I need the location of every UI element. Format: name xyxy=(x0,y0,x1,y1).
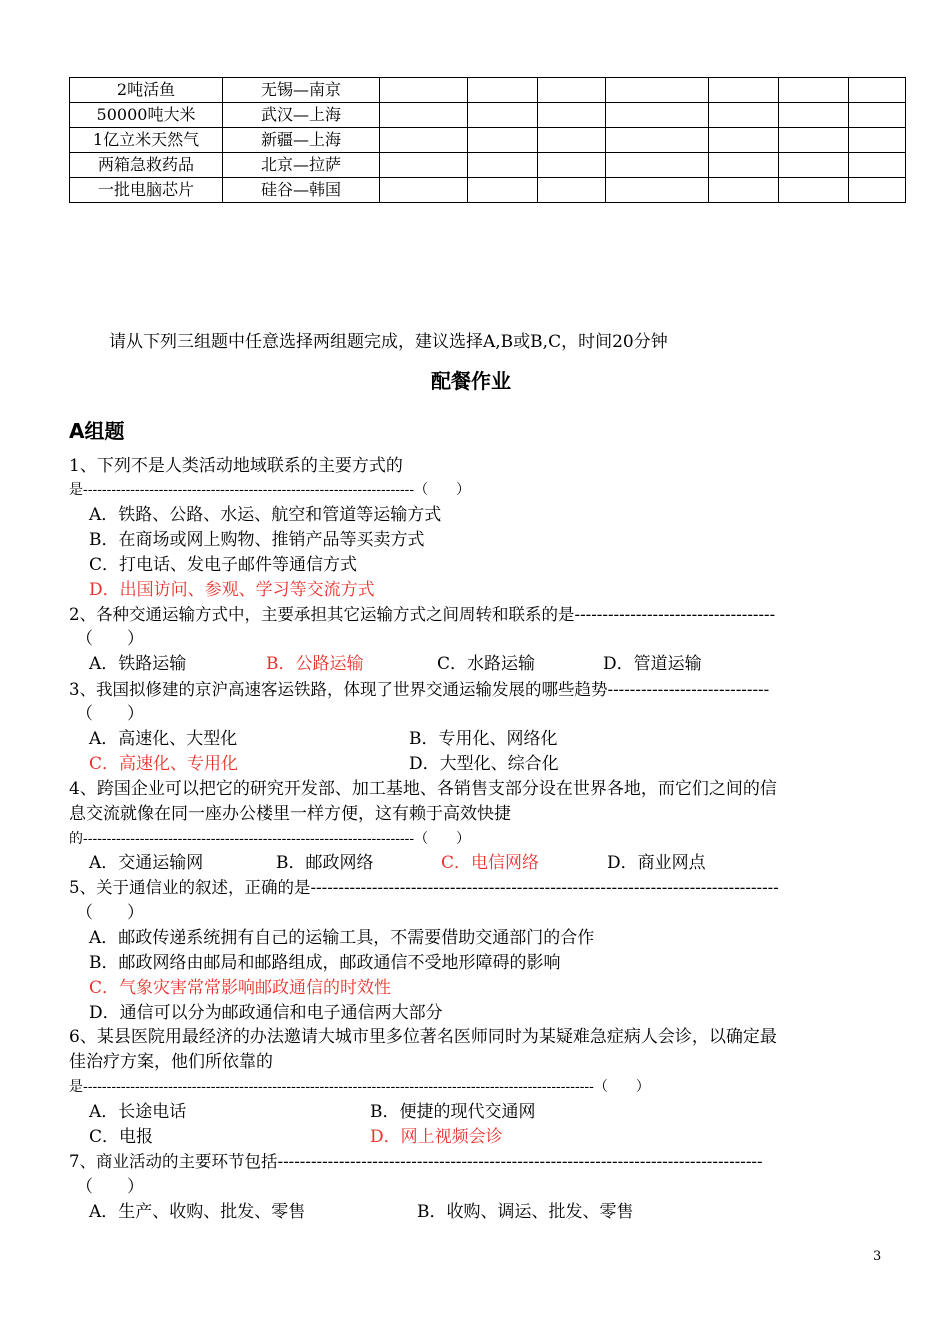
q4-answer-blank: 的----------------------------------------------------------------------（ ） xyxy=(69,831,471,847)
route-cell: 北京—拉萨 xyxy=(223,153,380,178)
blank-cell xyxy=(538,103,606,128)
q3-option-a: A．高速化、大型化 xyxy=(89,729,238,749)
q2-option-d: D．管道运输 xyxy=(603,654,702,674)
blank-cell xyxy=(468,178,538,203)
blank-cell xyxy=(380,78,468,103)
q1-answer-blank: 是----------------------------------------------------------------------（ ） xyxy=(69,482,471,498)
q5-answer-blank: （ ） xyxy=(76,903,144,923)
transport-table xyxy=(69,77,906,203)
q4-option-b: B．邮政网络 xyxy=(276,853,374,873)
q4-stem-line2: 息交流就像在同一座办公楼里一样方便，这有赖于高效快捷 xyxy=(69,804,511,824)
page-number: 3 xyxy=(873,1249,882,1264)
blank-cell xyxy=(606,178,709,203)
table-row xyxy=(70,78,906,103)
blank-cell xyxy=(538,178,606,203)
blank-cell xyxy=(709,178,779,203)
blank-cell xyxy=(468,103,538,128)
blank-cell xyxy=(538,78,606,103)
q4-option-c: C．电信网络 xyxy=(441,853,540,873)
q4-stem-line1: 4、跨国企业可以把它的研究开发部、加工基地、各销售支部分设在世界各地，而它们之间的信 xyxy=(69,779,777,799)
blank-cell xyxy=(538,153,606,178)
blank-cell xyxy=(779,78,849,103)
q4-option-a: A．交通运输网 xyxy=(89,853,204,873)
q2-answer-blank: （ ） xyxy=(76,629,144,649)
blank-cell xyxy=(709,78,779,103)
blank-cell xyxy=(380,153,468,178)
blank-cell xyxy=(849,128,906,153)
route-cell: 武汉—上海 xyxy=(223,103,380,128)
page-title: 配餐作业 xyxy=(431,369,511,393)
blank-cell xyxy=(606,153,709,178)
q2-option-c: C．水路运输 xyxy=(437,654,536,674)
blank-cell xyxy=(849,153,906,178)
q6-option-b: B．便捷的现代交通网 xyxy=(370,1102,536,1122)
q1-option-b: B．在商场或网上购物、推销产品等买卖方式 xyxy=(89,530,425,550)
q5-option-a: A．邮政传递系统拥有自己的运输工具，不需要借助交通部门的合作 xyxy=(89,928,595,948)
q4-option-d: D．商业网点 xyxy=(607,853,706,873)
blank-cell xyxy=(468,128,538,153)
blank-cell xyxy=(606,78,709,103)
q6-option-a: A．长途电话 xyxy=(89,1102,187,1122)
q7-answer-blank: （ ） xyxy=(76,1177,144,1197)
blank-cell xyxy=(709,103,779,128)
q5-option-b: B．邮政网络由邮局和邮路组成，邮政通信不受地形障碍的影响 xyxy=(89,953,561,973)
q1-option-a: A．铁路、公路、水运、航空和管道等运输方式 xyxy=(89,505,442,525)
q7-stem: 7、商业活动的主要环节包括--------------------------------------------------------------------------------------- xyxy=(69,1152,763,1171)
blank-cell xyxy=(380,103,468,128)
blank-cell xyxy=(779,178,849,203)
blank-cell xyxy=(709,128,779,153)
cargo-cell: 两箱急救药品 xyxy=(70,153,223,178)
blank-cell xyxy=(380,128,468,153)
q2-option-a: A．铁路运输 xyxy=(89,654,187,674)
q6-stem-line2: 佳治疗方案，他们所依靠的 xyxy=(69,1052,273,1072)
q7-option-b: B．收购、调运、批发、零售 xyxy=(417,1202,634,1222)
cargo-cell: 50000吨大米 xyxy=(70,103,223,128)
cargo-cell: 1亿立米天然气 xyxy=(70,128,223,153)
blank-cell xyxy=(606,103,709,128)
table-row xyxy=(70,153,906,178)
q6-answer-blank: 是------------------------------------------------------------------------------------------------------------（ ） xyxy=(69,1079,650,1095)
q3-option-c: C．高速化、专用化 xyxy=(89,754,239,774)
q3-stem: 3、我国拟修建的京沪高速客运铁路，体现了世界交通运输发展的哪些趋势----------------------------- xyxy=(69,680,770,699)
table-row xyxy=(70,103,906,128)
cargo-cell: 一批电脑芯片 xyxy=(70,178,223,203)
q3-option-d: D．大型化、综合化 xyxy=(409,754,559,774)
section-a-heading: A组题 xyxy=(69,419,125,443)
blank-cell xyxy=(779,103,849,128)
q6-option-c: C．电报 xyxy=(89,1127,154,1147)
q2-option-b: B．公路运输 xyxy=(266,654,364,674)
blank-cell xyxy=(779,153,849,178)
q5-option-c: C．气象灾害常常影响邮政通信的时效性 xyxy=(89,978,392,998)
blank-cell xyxy=(380,178,468,203)
q1-stem: 1、下列不是人类活动地域联系的主要方式的 xyxy=(69,456,403,476)
blank-cell xyxy=(538,128,606,153)
q5-option-d: D．通信可以分为邮政通信和电子通信两大部分 xyxy=(89,1003,443,1023)
q6-option-d: D．网上视频会诊 xyxy=(370,1127,503,1147)
instruction-text: 请从下列三组题中任意选择两组题完成，建议选择A,B或B,C，时间20分钟 xyxy=(109,332,668,352)
q5-stem: 5、关于通信业的叙述，正确的是------------------------------------------------------------------------------------ xyxy=(69,878,779,897)
q3-answer-blank: （ ） xyxy=(76,704,144,724)
table-row xyxy=(70,178,906,203)
blank-cell xyxy=(468,78,538,103)
q1-option-c: C．打电话、发电子邮件等通信方式 xyxy=(89,555,358,575)
route-cell: 无锡—南京 xyxy=(223,78,380,103)
q7-option-a: A．生产、收购、批发、零售 xyxy=(89,1202,306,1222)
table-row xyxy=(70,128,906,153)
cargo-cell: 2吨活鱼 xyxy=(70,78,223,103)
q1-option-d: D．出国访问、参观、学习等交流方式 xyxy=(89,580,375,600)
blank-cell xyxy=(709,153,779,178)
blank-cell xyxy=(849,78,906,103)
blank-cell xyxy=(849,178,906,203)
blank-cell xyxy=(849,103,906,128)
blank-cell xyxy=(779,128,849,153)
route-cell: 新疆—上海 xyxy=(223,128,380,153)
blank-cell xyxy=(606,128,709,153)
q6-stem-line1: 6、某县医院用最经济的办法邀请大城市里多位著名医师同时为某疑难急症病人会诊，以确定最 xyxy=(69,1027,777,1047)
q2-stem: 2、各种交通运输方式中，主要承担其它运输方式之间周转和联系的是------------------------------------ xyxy=(69,605,776,624)
blank-cell xyxy=(468,153,538,178)
transport-table-body xyxy=(70,78,906,203)
q3-option-b: B．专用化、网络化 xyxy=(409,729,558,749)
route-cell: 硅谷—韩国 xyxy=(223,178,380,203)
